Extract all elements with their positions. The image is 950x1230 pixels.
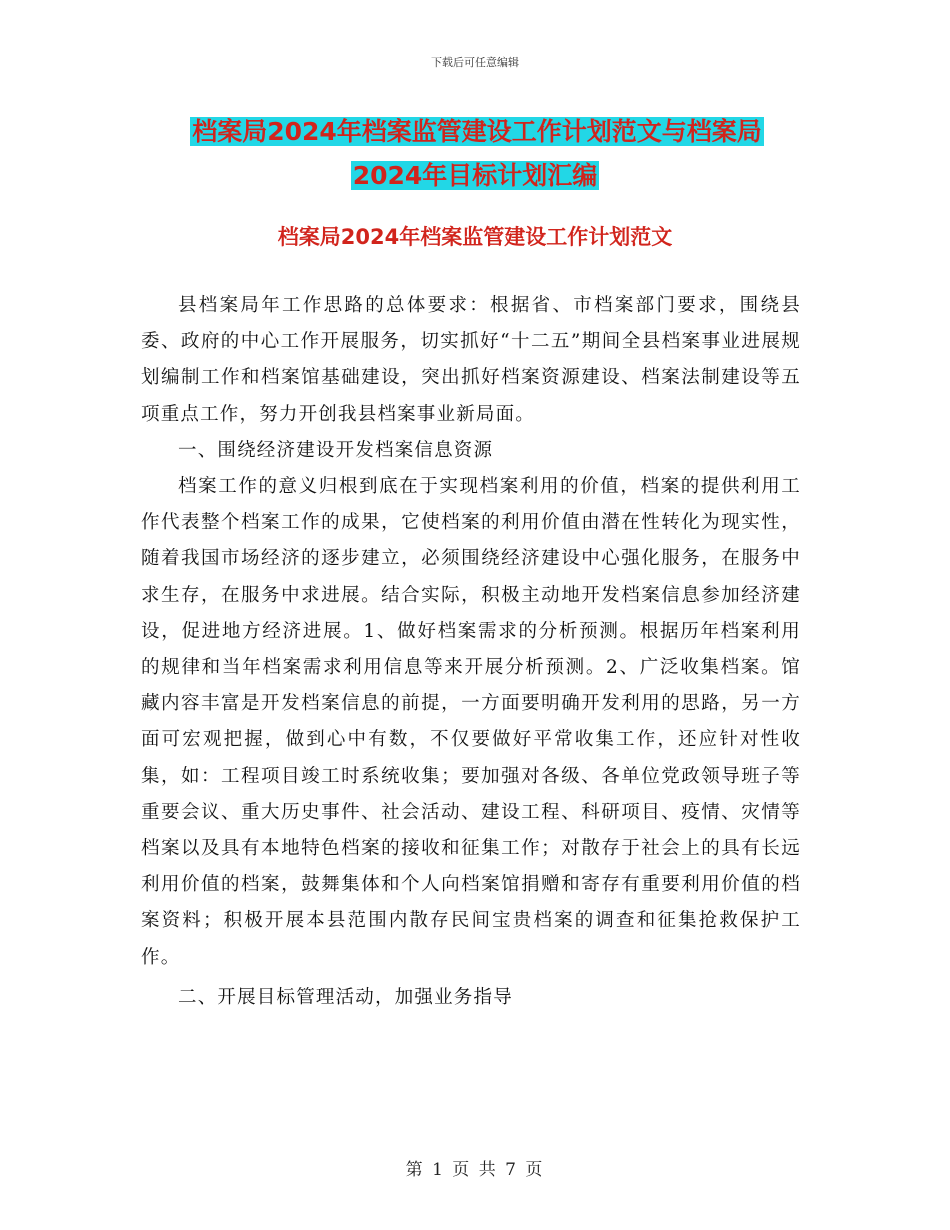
header-note: 下载后可任意编辑 — [431, 56, 519, 69]
heading-two: 二、开展目标管理活动，加强业务指导 — [178, 986, 513, 1008]
section-title: 档案局2024年档案监管建设工作计划范文 — [277, 225, 673, 249]
intro-paragraph: 县档案局年工作思路的总体要求：根据省、市档案部门要求，围绕县委、政府的中心工作开展服务，切实抓好“十二五”期间全县档案事业进展规划编制工作和档案馆基础建设，突出抓好档案资源建设、档案法制建设等五项重点工作，努力开创我县档案事业新局面。 — [141, 295, 801, 425]
page-number-footer: 第 1 页 共 7 页 — [405, 1160, 545, 1180]
title-highlight-1: 档案局2024年档案监管建设工作计划范文与档案局 — [192, 117, 762, 146]
document-title — [0, 110, 950, 198]
document-title-line-2 — [0, 154, 950, 198]
document-title-line-1 — [0, 110, 950, 154]
heading-one: 一、围绕经济建设开发档案信息资源 — [178, 439, 494, 461]
body-paragraph-one: 档案工作的意义归根到底在于实现档案利用的价值，档案的提供利用工作代表整个档案工作的成果，它使档案的利用价值由潜在性转化为现实性，随着我国市场经济的逐步建立，必须围绕经济建设中心强化服务，在服务中求生存，在服务中求进展。结合实际，积极主动地开发档案信息参加经济建设，促进地方经济进展。1、做好档案需求的分析预测。根据历年档案利用的规律和当年档案需求利用信息等来开展分析预测。2、广泛收集档案。馆藏内容丰富是开发档案信息的前提，一方面要明确开发利用的思路，另一方面可宏观把握，做到心中有数，不仅要做好平常收集工作，还应针对性收集，如：工程项目竣工时系统收集；要加强对各级、各单位党政领导班子等重要会议、重大历史事件、社会活动、建设工程、科研项目、疫情、灾情等档案以及具有本地特色档案的接收和征集工作；对散存于社会上的具有长远利用价值的档案，鼓舞集体和个人向档案馆捐赠和寄存有重要利用价值的档案资料；积极开展本县范围内散存民间宝贵档案的调查和征集抢救保护工作。 — [141, 476, 801, 968]
title-highlight-2: 2024年目标计划汇编 — [352, 161, 598, 190]
document-body — [141, 288, 801, 1016]
